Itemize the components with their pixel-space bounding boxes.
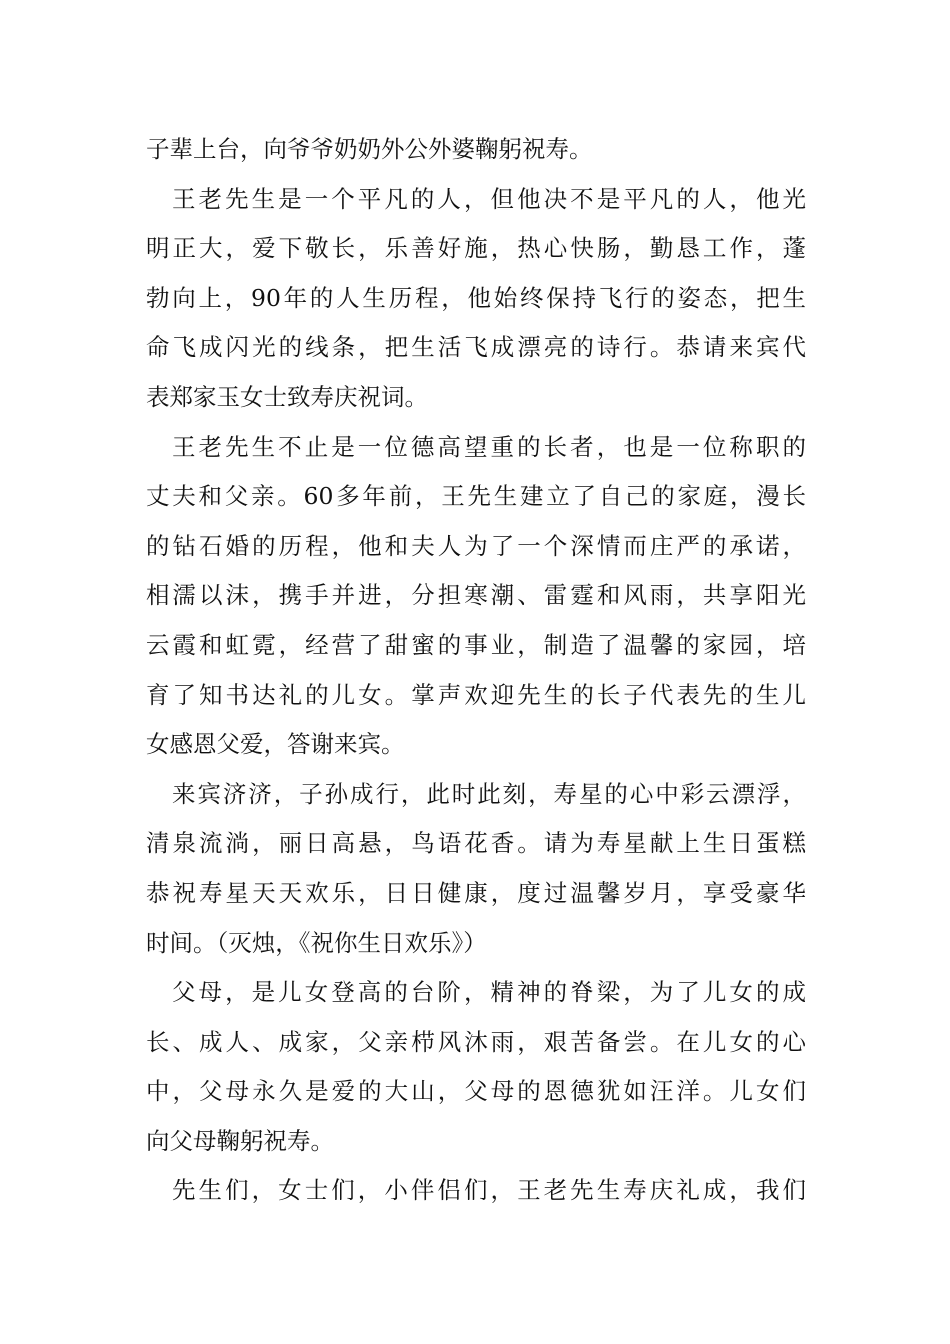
text-line: 先生们，女士们，小伴侣们，王老先生寿庆礼成，我们 — [172, 1176, 806, 1205]
text-line: 清泉流淌，丽日高悬，鸟语花香。请为寿星献上生日蛋糕 — [146, 829, 806, 858]
text-line: 子辈上台，向爷爷奶奶外公外婆鞠躬祝寿。 — [146, 135, 593, 163]
document-body — [146, 125, 806, 1216]
text-line: 时间。（灭烛，《祝你生日欢乐》） — [146, 928, 487, 957]
text-line: 命飞成闪光的线条，把生活飞成漂亮的诗行。恭请来宾代 — [146, 333, 806, 362]
text-line: 王老先生是一个平凡的人，但他决不是平凡的人，他光 — [172, 184, 806, 213]
text-line: 向父母鞠躬祝寿。 — [146, 1126, 334, 1155]
text-line: 相濡以沫，携手并进，分担寒潮、雷霆和风雨，共享阳光 — [146, 581, 806, 610]
text-line: 勃向上，90年的人生历程，他始终保持飞行的姿态，把生 — [146, 283, 806, 312]
text-line: 育了知书达礼的儿女。掌声欢迎先生的长子代表先的生儿 — [146, 680, 806, 709]
text-line: 明正大，爱下敬长，乐善好施，热心快肠，勤恳工作，蓬 — [146, 234, 806, 263]
text-line: 父母，是儿女登高的台阶，精神的脊梁，为了儿女的成 — [172, 978, 806, 1007]
text-line: 长、成人、成家，父亲栉风沐雨，艰苦备尝。在儿女的心 — [146, 1027, 806, 1056]
text-line: 恭祝寿星天天欢乐，日日健康，度过温馨岁月，享受豪华 — [146, 878, 806, 907]
text-line: 女感恩父爱，答谢来宾。 — [146, 730, 405, 759]
text-line: 来宾济济，子孙成行，此时此刻，寿星的心中彩云漂浮， — [172, 779, 806, 808]
text-line: 的钻石婚的历程，他和夫人为了一个深情而庄严的承诺， — [146, 531, 806, 560]
text-line: 王老先生不止是一位德高望重的长者，也是一位称职的 — [172, 432, 806, 461]
text-line: 丈夫和父亲。60多年前，王先生建立了自己的家庭，漫长 — [146, 482, 806, 511]
text-line: 云霞和虹霓，经营了甜蜜的事业，制造了温馨的家园，培 — [146, 630, 806, 659]
text-line: 中，父母永久是爱的大山，父母的恩德犹如汪洋。儿女们 — [146, 1077, 806, 1106]
text-line: 表郑家玉女士致寿庆祝词。 — [146, 382, 428, 411]
